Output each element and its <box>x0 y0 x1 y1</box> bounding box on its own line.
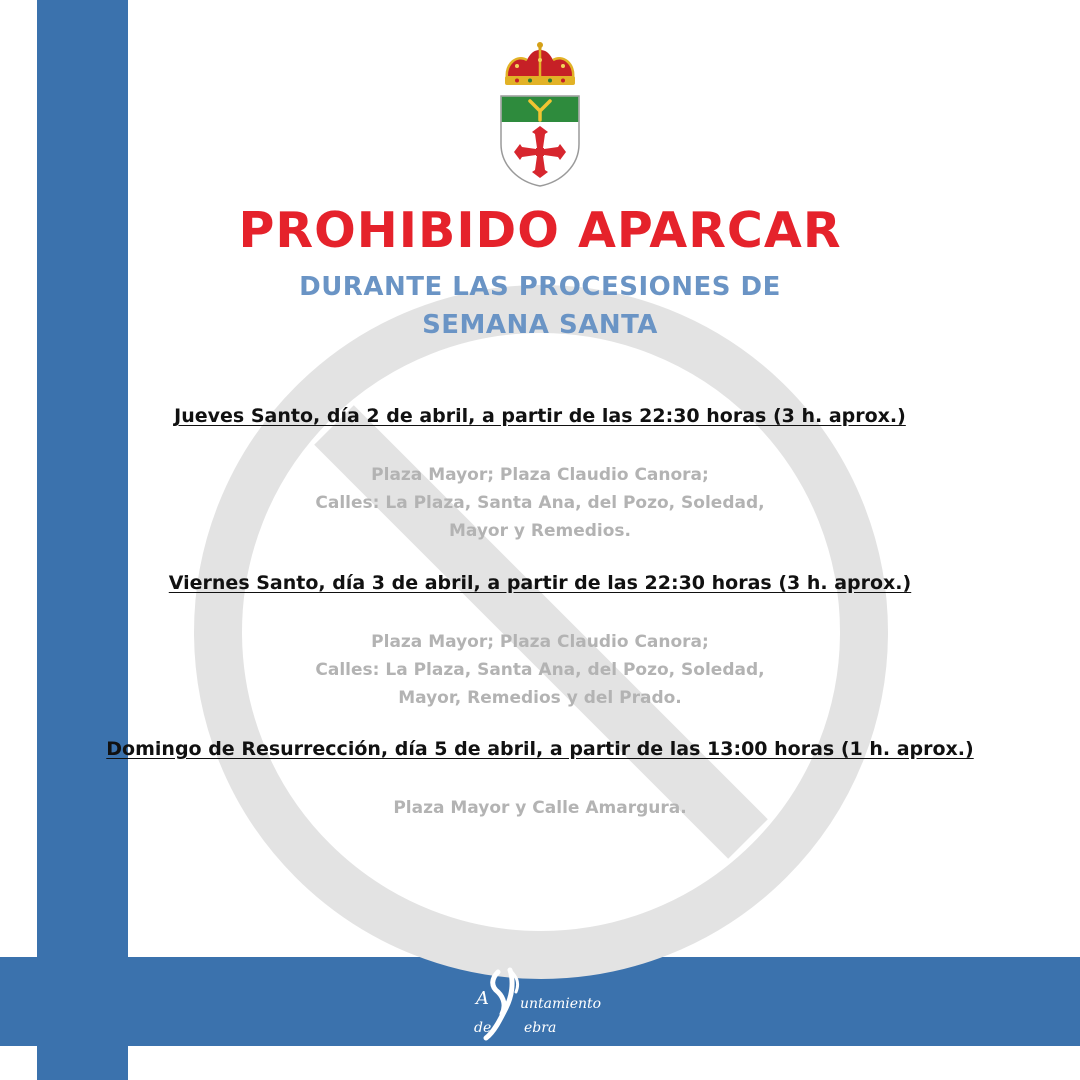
svg-text:de: de <box>474 1020 492 1036</box>
page-title: PROHIBIDO APARCAR <box>238 202 842 259</box>
subtitle <box>0 268 1080 344</box>
subtitle-line-1: DURANTE LAS PROCESIONES DE <box>299 272 781 302</box>
street-line: Plaza Mayor; Plaza Claudio Canora; <box>371 632 709 652</box>
schedule-block-domingo <box>0 738 1080 822</box>
subtitle-line-2: SEMANA SANTA <box>422 310 658 340</box>
schedule-block-viernes <box>0 572 1080 712</box>
street-line: Plaza Mayor y Calle Amargura. <box>393 798 687 818</box>
schedule-heading: Jueves Santo, día 2 de abril, a partir de las 22:30 horas (3 h. aprox.) <box>174 405 906 427</box>
schedule-heading: Viernes Santo, día 3 de abril, a partir de las 22:30 horas (3 h. aprox.) <box>168 572 912 594</box>
svg-text:ebra: ebra <box>524 1020 557 1036</box>
svg-text:untamiento: untamiento <box>520 996 602 1012</box>
schedule-heading: Domingo de Resurrección, día 5 de abril, a partir de las 13:00 horas (1 h. aprox.) <box>106 738 974 760</box>
schedule-block-jueves <box>0 405 1080 545</box>
street-line: Calles: La Plaza, Santa Ana, del Pozo, Soledad, <box>315 660 765 680</box>
street-line: Plaza Mayor; Plaza Claudio Canora; <box>371 465 709 485</box>
street-line: Mayor y Remedios. <box>448 521 632 541</box>
street-line: Mayor, Remedios y del Prado. <box>398 688 682 708</box>
coat-of-arms-icon <box>497 40 583 188</box>
svg-text:A: A <box>476 988 489 1009</box>
ayuntamiento-logo <box>470 962 620 1044</box>
street-line: Calles: La Plaza, Santa Ana, del Pozo, Soledad, <box>315 493 765 513</box>
